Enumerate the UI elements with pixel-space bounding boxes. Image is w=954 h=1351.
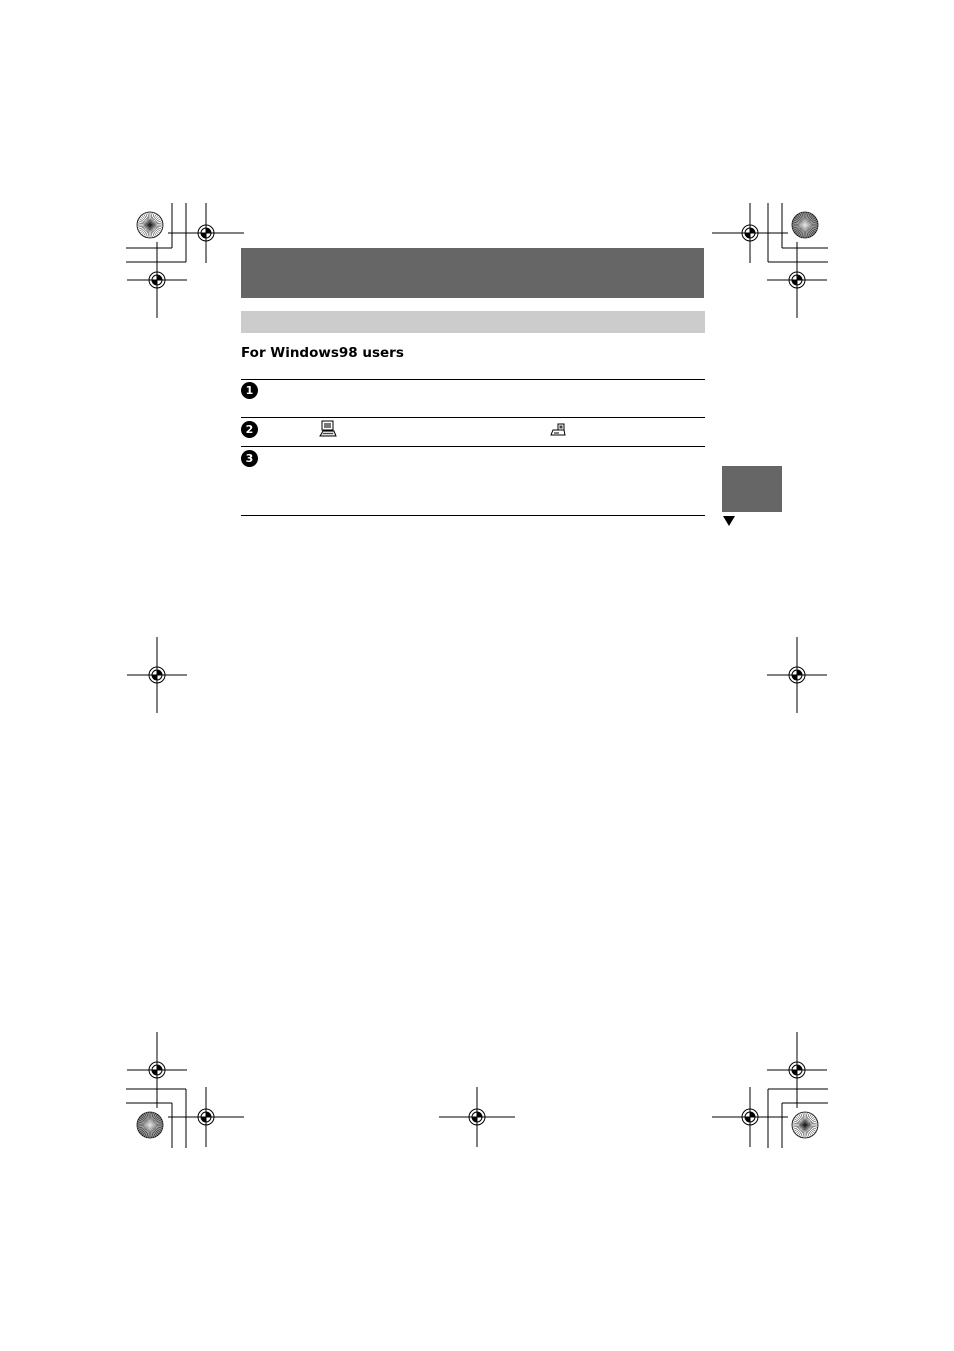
step-number-2: 2 bbox=[241, 421, 258, 438]
registration-starburst-icon bbox=[792, 1112, 818, 1138]
registration-starburst-icon bbox=[137, 212, 163, 238]
registration-starburst-icon bbox=[792, 212, 818, 238]
header-bar bbox=[241, 248, 704, 298]
registration-starburst-icon bbox=[137, 1112, 163, 1138]
registration-crosshair-icon bbox=[767, 1032, 827, 1108]
step-divider bbox=[241, 417, 705, 418]
step-divider bbox=[241, 515, 705, 516]
registration-crosshair-icon bbox=[127, 637, 187, 713]
registration-crosshair-icon bbox=[439, 1087, 515, 1147]
registration-crosshair-icon bbox=[127, 242, 187, 318]
subheader-bar bbox=[241, 311, 705, 333]
registration-crosshair-icon bbox=[767, 242, 827, 318]
step-number-1: 1 bbox=[241, 382, 258, 399]
registration-crosshair-icon bbox=[168, 1087, 244, 1147]
drive-icon bbox=[549, 421, 567, 439]
registration-crosshair-icon bbox=[767, 637, 827, 713]
computer-icon bbox=[319, 420, 337, 438]
registration-crosshair-icon bbox=[712, 203, 788, 263]
triangle-down-icon bbox=[723, 516, 735, 526]
side-tab bbox=[722, 466, 782, 512]
step-divider bbox=[241, 379, 705, 380]
registration-crosshair-icon bbox=[168, 203, 244, 263]
section-heading: For Windows98 users bbox=[241, 345, 404, 361]
step-divider bbox=[241, 446, 705, 447]
registration-crosshair-icon bbox=[712, 1087, 788, 1147]
registration-crosshair-icon bbox=[127, 1032, 187, 1108]
step-number-3: 3 bbox=[241, 450, 258, 467]
